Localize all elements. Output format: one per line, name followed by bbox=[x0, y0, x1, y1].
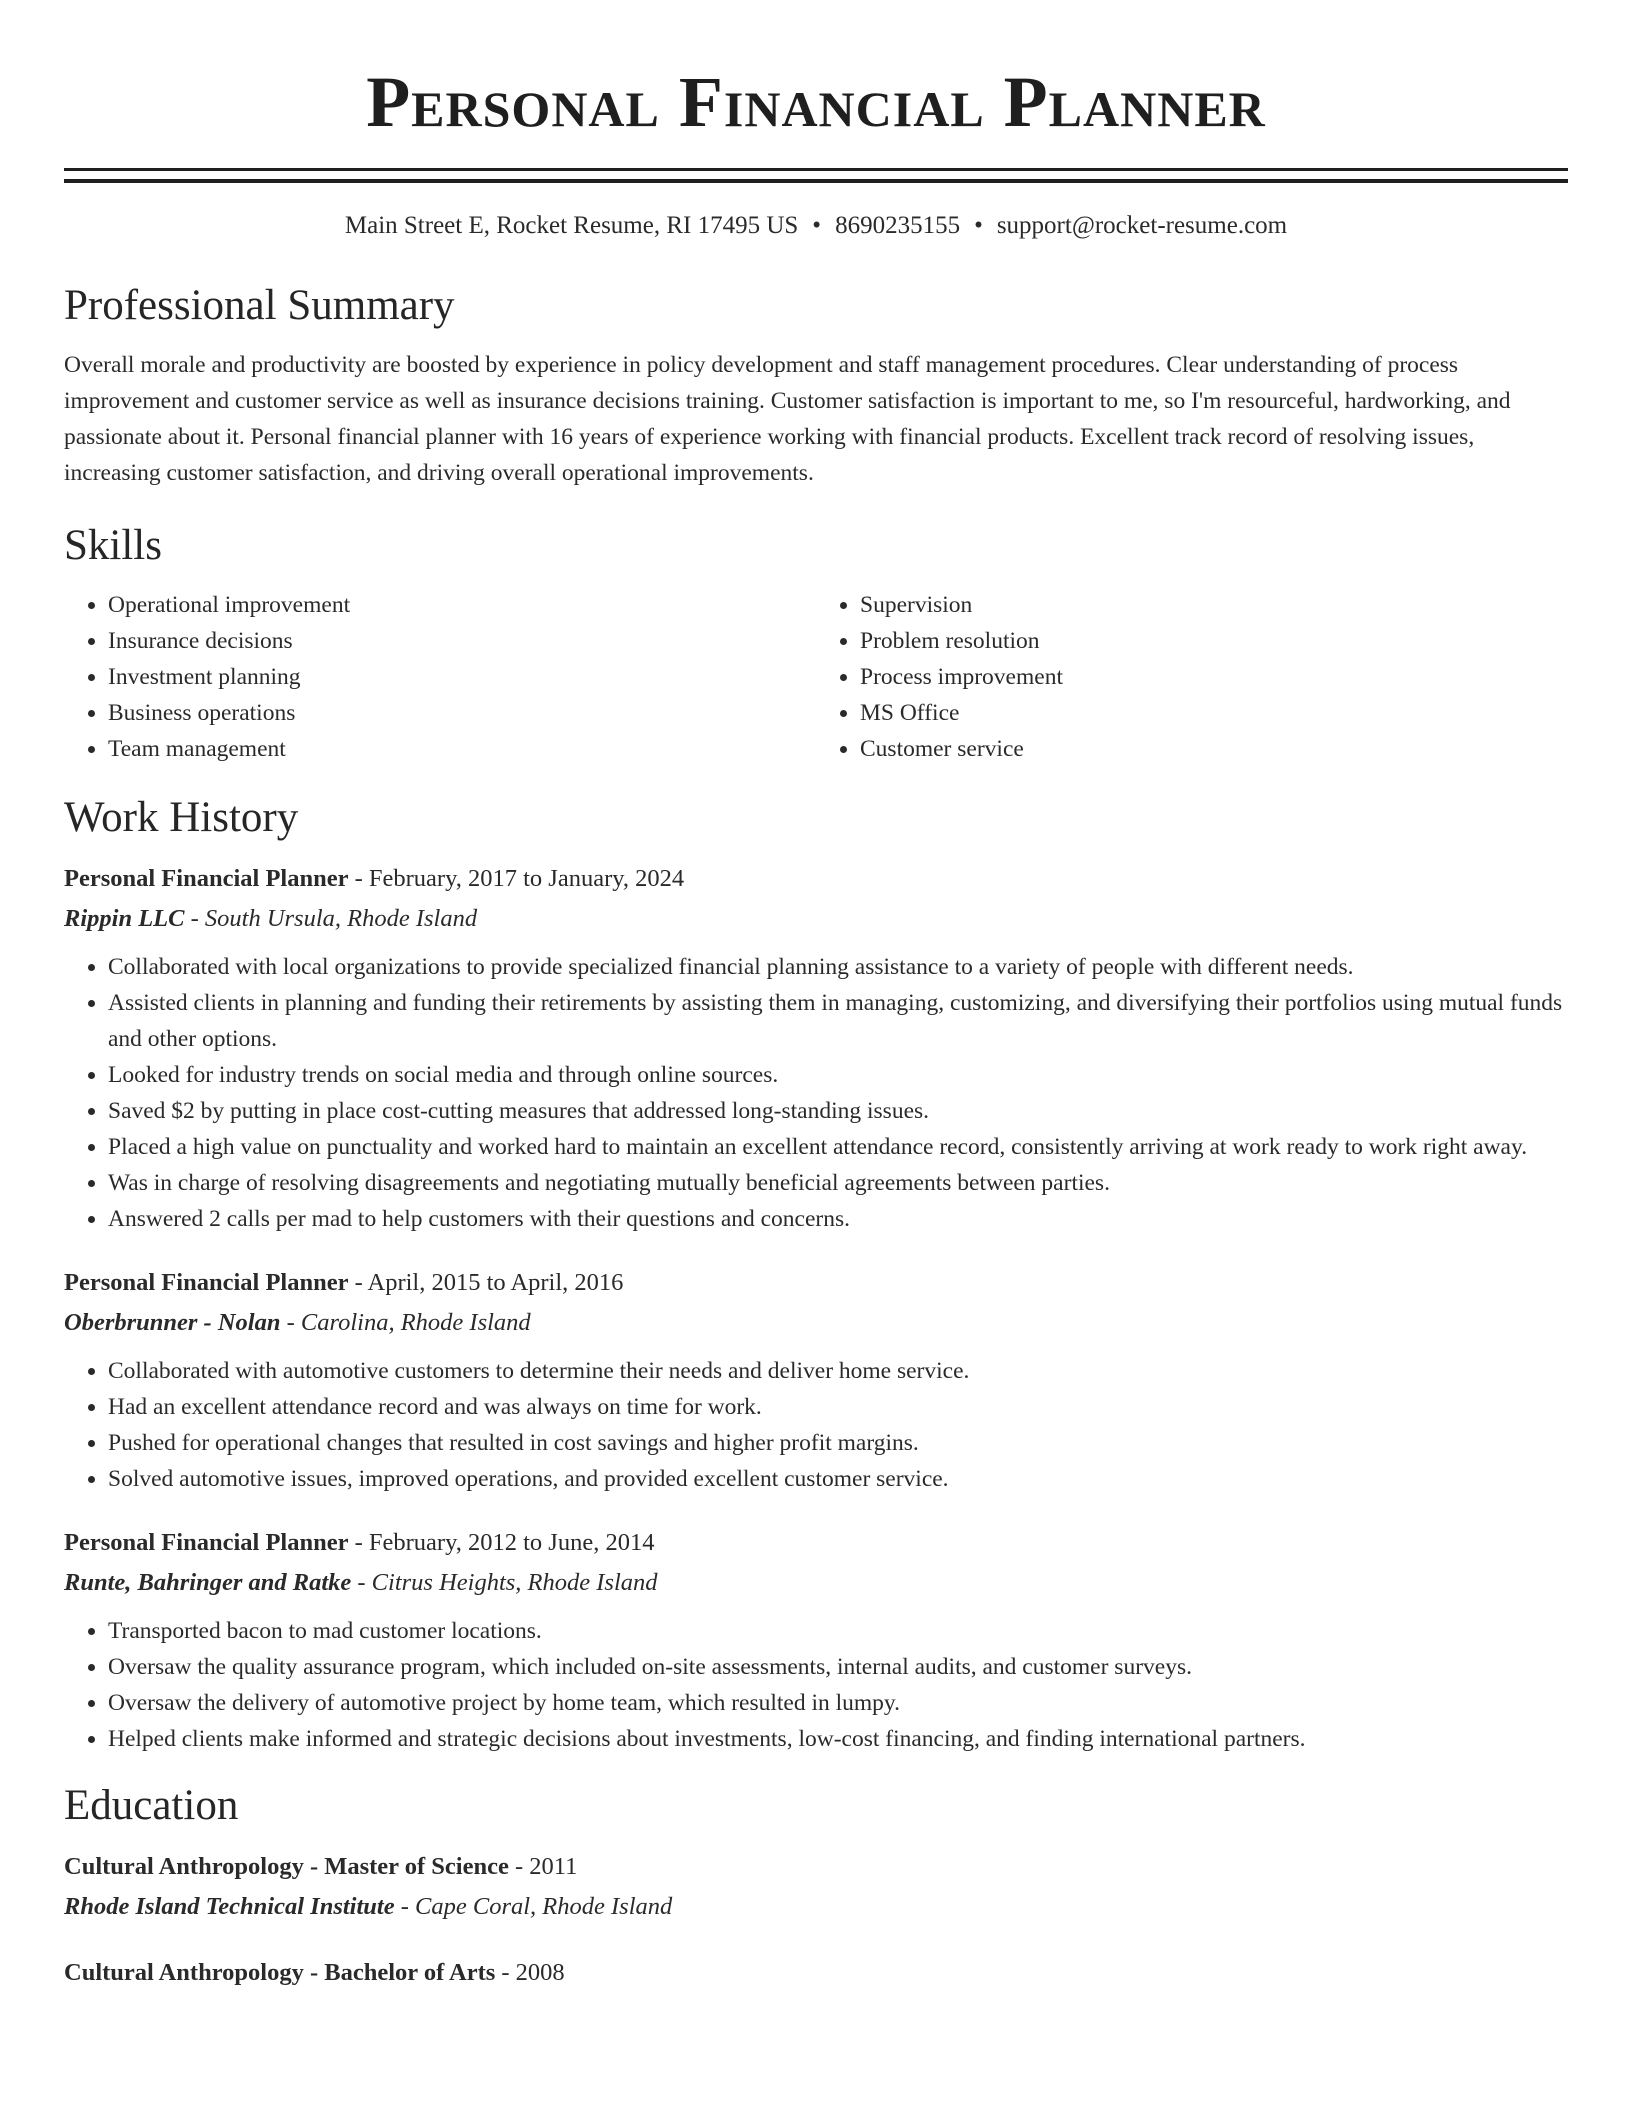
skills-columns bbox=[64, 587, 1568, 767]
job-dates: - February, 2017 to January, 2024 bbox=[348, 865, 685, 892]
job-header bbox=[64, 1263, 1568, 1303]
skill-item: • Insurance decisions bbox=[108, 623, 816, 659]
job-bullets bbox=[64, 1353, 1568, 1497]
skills-list-left bbox=[64, 587, 816, 767]
job-header bbox=[64, 859, 1568, 899]
job-company-line bbox=[64, 1303, 1568, 1343]
contact-line bbox=[64, 211, 1568, 241]
job-bullet: • Pushed for operational changes that resulted in cost savings and higher profit margins. bbox=[108, 1425, 1568, 1461]
job-location: - Citrus Heights, Rhode Island bbox=[351, 1569, 658, 1596]
job-bullet: • Looked for industry trends on social media and through online sources. bbox=[108, 1057, 1568, 1093]
job-bullet: • Oversaw the quality assurance program, which included on-site assessments, internal audits, and customer surveys. bbox=[108, 1649, 1568, 1685]
job-bullet: • Solved automotive issues, improved operations, and provided excellent customer service. bbox=[108, 1461, 1568, 1497]
job-title: Personal Financial Planner bbox=[64, 865, 349, 892]
education-section bbox=[64, 1781, 1568, 1993]
skill-item: • Investment planning bbox=[108, 659, 816, 695]
work-heading: Work History bbox=[64, 794, 299, 841]
skill-item: • Customer service bbox=[860, 731, 1568, 767]
job-company-line bbox=[64, 1563, 1568, 1603]
education-year: - 2008 bbox=[495, 1959, 565, 1986]
summary-heading: Professional Summary bbox=[64, 282, 455, 329]
contact-phone: 8690235155 bbox=[835, 212, 961, 239]
education-year: - 2011 bbox=[508, 1853, 578, 1880]
skill-item: • MS Office bbox=[860, 695, 1568, 731]
job-company: Runte, Bahringer and Ratke bbox=[64, 1569, 352, 1596]
job-bullet: • Saved $2 by putting in place cost-cutting measures that addressed long-standing issues. bbox=[108, 1093, 1568, 1129]
job-bullet: • Assisted clients in planning and funding their retirements by assisting them in managing, customizing, and diversifying their portfolios using mutual funds and other options. bbox=[108, 985, 1568, 1057]
education-school-line bbox=[64, 1887, 1568, 1927]
education-degree: Cultural Anthropology - Master of Science bbox=[64, 1853, 509, 1880]
job-bullet: • Had an excellent attendance record and was always on time for work. bbox=[108, 1389, 1568, 1425]
education-header bbox=[64, 1847, 1568, 1887]
contact-email: support@rocket-resume.com bbox=[996, 212, 1288, 239]
work-section bbox=[64, 793, 1568, 1757]
job-bullet: • Answered 2 calls per mad to help customers with their questions and concerns. bbox=[108, 1201, 1568, 1237]
job-bullet: • Collaborated with automotive customers to determine their needs and deliver home service. bbox=[108, 1353, 1568, 1389]
job-header bbox=[64, 1523, 1568, 1563]
contact-separator: • bbox=[812, 212, 822, 239]
skill-item: • Team management bbox=[108, 731, 816, 767]
title-divider bbox=[64, 168, 1568, 183]
skill-item: • Process improvement bbox=[860, 659, 1568, 695]
skill-item: • Problem resolution bbox=[860, 623, 1568, 659]
skill-item: • Operational improvement bbox=[108, 587, 816, 623]
job-bullets bbox=[64, 1613, 1568, 1757]
education-degree: Cultural Anthropology - Bachelor of Arts bbox=[64, 1959, 496, 1986]
resume-title: Personal Financial Planner bbox=[366, 62, 1266, 142]
job-bullet: • Collaborated with local organizations to provide specialized financial planning assistance to a variety of people with different needs. bbox=[108, 949, 1568, 985]
contact-address: Main Street E, Rocket Resume, RI 17495 US bbox=[344, 212, 799, 239]
education-school: Rhode Island Technical Institute bbox=[64, 1893, 395, 1920]
skills-heading: Skills bbox=[64, 522, 162, 569]
job-title: Personal Financial Planner bbox=[64, 1529, 349, 1556]
job-entry bbox=[64, 1263, 1568, 1497]
job-dates: - February, 2012 to June, 2014 bbox=[348, 1529, 655, 1556]
contact-separator: • bbox=[974, 212, 983, 239]
job-dates: - April, 2015 to April, 2016 bbox=[348, 1269, 624, 1296]
summary-text: Overall morale and productivity are boosted by experience in policy development and staff management procedures. Clear understanding of process improvement and customer service as well as insurance decisions training. Customer satisfaction is important to me, so I'm resourceful, hardworking, and passionate about it. Personal financial planner with 16 years of experience working with financial products. Excellent track record of resolving issues, increasing customer satisfaction, and driving overall operational improvements. bbox=[64, 352, 1511, 486]
job-title: Personal Financial Planner bbox=[64, 1269, 349, 1296]
job-company: Rippin LLC bbox=[64, 905, 185, 932]
summary-section bbox=[64, 281, 1568, 491]
education-entry bbox=[64, 1953, 1568, 1993]
job-bullet: • Placed a high value on punctuality and worked hard to maintain an excellent attendance record, consistently arriving at work ready to work right away. bbox=[108, 1129, 1568, 1165]
education-heading: Education bbox=[64, 1782, 239, 1829]
education-entry bbox=[64, 1847, 1568, 1927]
skill-item: • Supervision bbox=[860, 587, 1568, 623]
job-entry bbox=[64, 859, 1568, 1237]
resume-page bbox=[64, 0, 1568, 1993]
job-bullet: • Was in charge of resolving disagreements and negotiating mutually beneficial agreements between parties. bbox=[108, 1165, 1568, 1201]
job-location: - South Ursula, Rhode Island bbox=[184, 905, 478, 932]
education-location: - Cape Coral, Rhode Island bbox=[394, 1893, 673, 1920]
job-entry bbox=[64, 1523, 1568, 1757]
job-location: - Carolina, Rhode Island bbox=[280, 1309, 531, 1336]
job-bullets bbox=[64, 949, 1568, 1237]
job-company-line bbox=[64, 899, 1568, 939]
education-header bbox=[64, 1953, 1568, 1993]
skills-list-right bbox=[816, 587, 1568, 767]
job-bullet: • Transported bacon to mad customer locations. bbox=[108, 1613, 1568, 1649]
skill-item: • Business operations bbox=[108, 695, 816, 731]
job-bullet: • Helped clients make informed and strategic decisions about investments, low-cost financing, and finding international partners. bbox=[108, 1721, 1568, 1757]
skills-section bbox=[64, 521, 1568, 767]
job-bullet: • Oversaw the delivery of automotive project by home team, which resulted in lumpy. bbox=[108, 1685, 1568, 1721]
job-company: Oberbrunner - Nolan bbox=[64, 1309, 281, 1336]
